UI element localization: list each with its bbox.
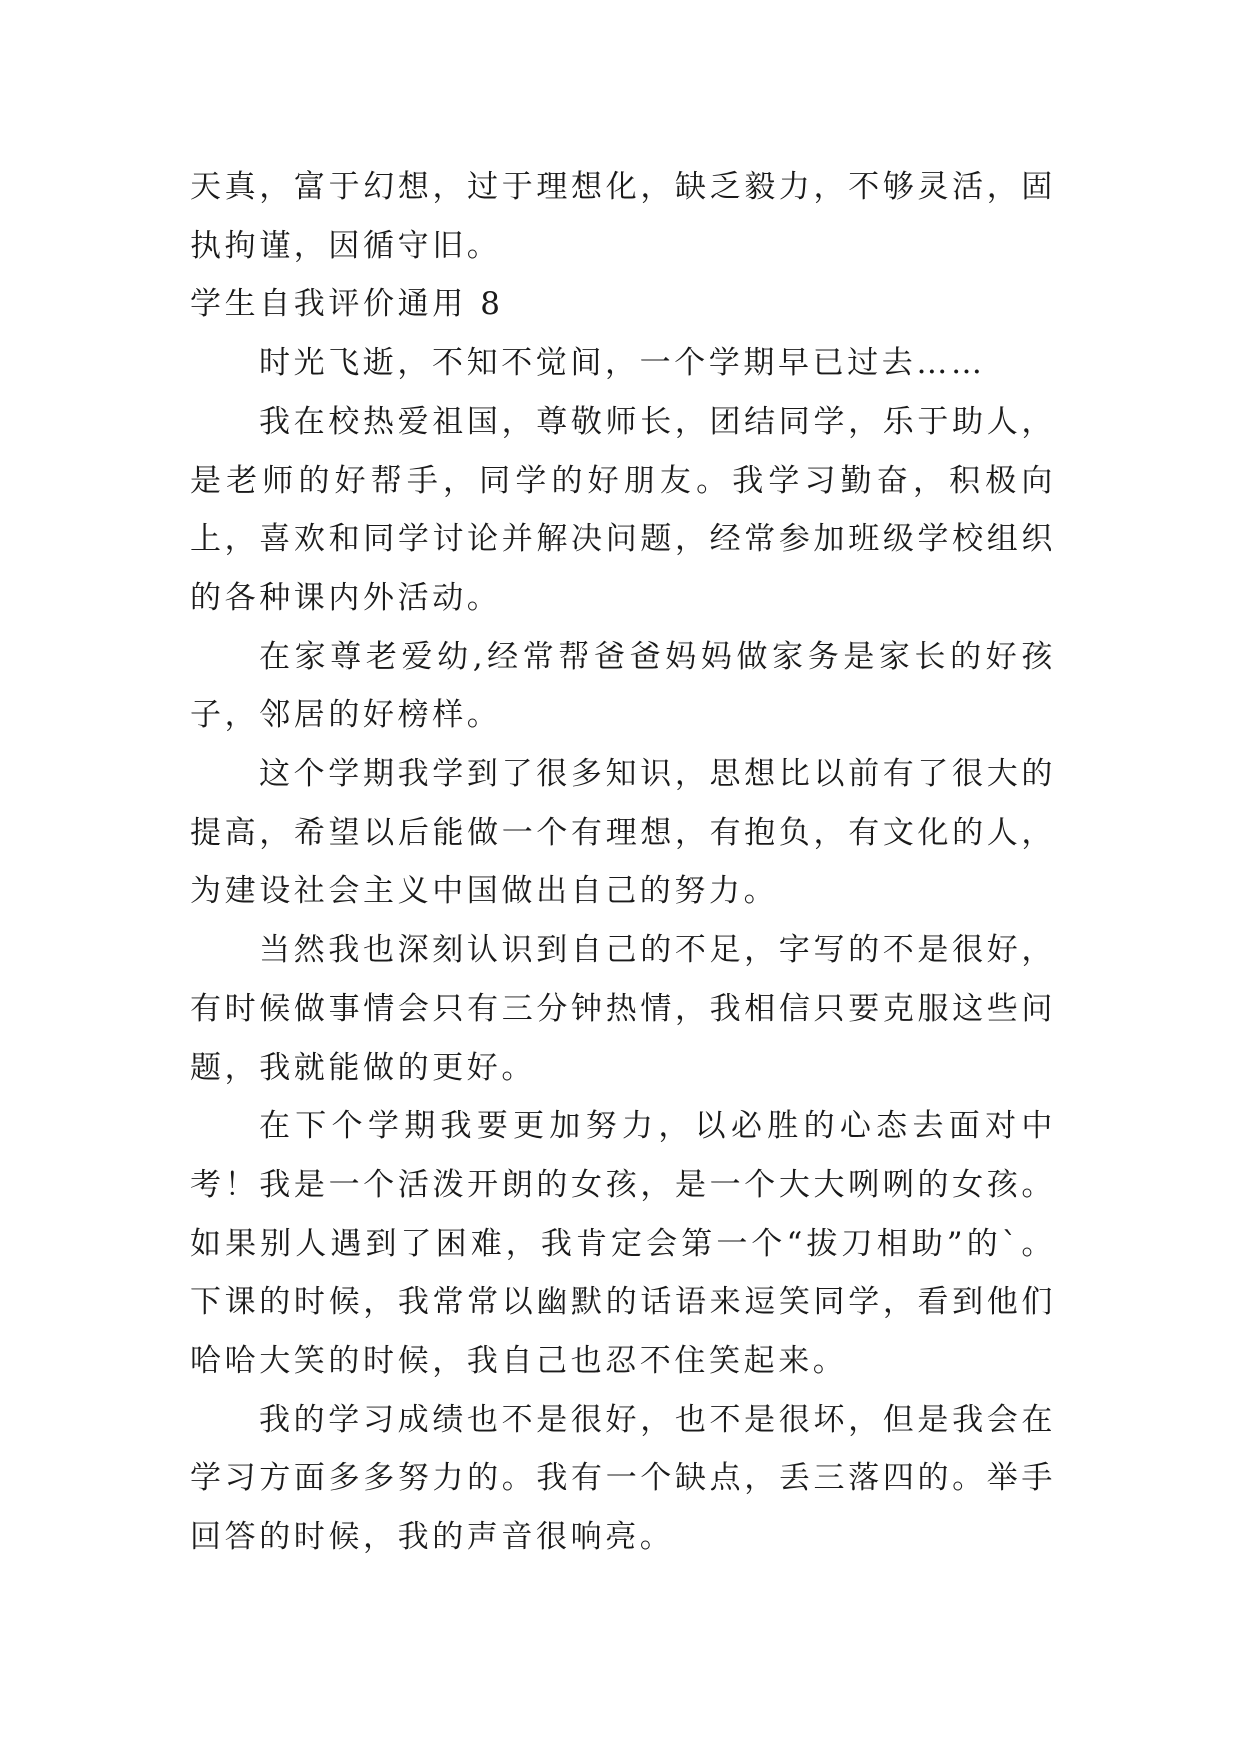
paragraph-continuation: 天真，富于幻想，过于理想化，缺乏毅力，不够灵活，固执拘谨，因循守旧。 xyxy=(190,169,1056,264)
paragraph-next-term: 在下个学期我要更加努力，以必胜的心态去面对中考！我是一个活泼开朗的女孩，是一个大大咧咧的女孩。如果别人遇到了困难，我肯定会第一个“拔刀相助”的`。下课的时候，我常常以幽默的话语来逗笑同学，看到他们哈哈大笑的时候，我自己也忍不住笑起来。 xyxy=(190,1108,1056,1380)
paragraph-home: 在家尊老爱幼,经常帮爸爸妈妈做家务是家长的好孩子，邻居的好榜样。 xyxy=(190,638,1056,734)
paragraph-intro: 时光飞逝，不知不觉间，一个学期早已过去…… xyxy=(259,345,986,382)
paragraph-school: 我在校热爱祖国，尊敬师长，团结同学，乐于助人，是老师的好帮手，同学的好朋友。我学习勤奋，积极向上，喜欢和同学讨论并解决问题，经常参加班级学校组织的各种课内外活动。 xyxy=(190,403,1056,616)
paragraph-learning: 这个学期我学到了很多知识，思想比以前有了很大的提高，希望以后能做一个有理想，有抱负，有文化的人，为建设社会主义中国做出自己的努力。 xyxy=(190,756,1056,910)
paragraph-shortcomings: 当然我也深刻认识到自己的不足，字写的不是很好，有时候做事情会只有三分钟热情，我相信只要克服这些问题，我就能做的更好。 xyxy=(190,932,1056,1086)
section-heading: 学生自我评价通用 8 xyxy=(190,286,504,323)
paragraph-grades: 我的学习成绩也不是很好，也不是很坏，但是我会在学习方面多多努力的。我有一个缺点，丢三落四的。举手回答的时候，我的声音很响亮。 xyxy=(190,1401,1056,1556)
document-body xyxy=(190,158,1056,1567)
